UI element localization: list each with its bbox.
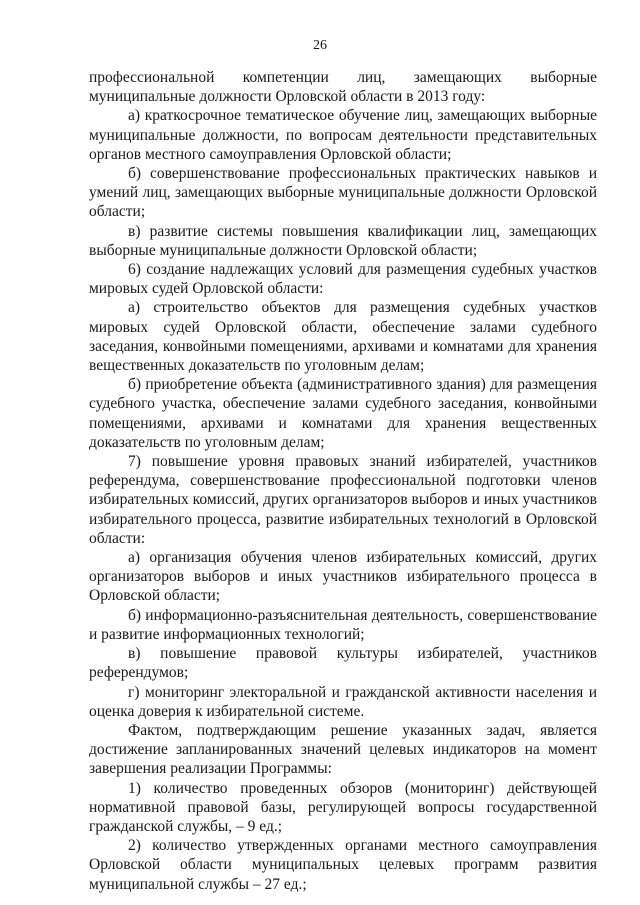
page-number: 26 (313, 38, 327, 53)
paragraph-item-a-commission-training: а) организация обучения членов избирательных комиссий, других организаторов выборов и иных участников избирательного процесса в Орловской области; (89, 549, 597, 605)
paragraph-indicator-2: 2) количество утвержденных органами местного самоуправления Орловской области муниципальных целевых программ развития муниципальной службы – 27 ед.; (89, 837, 597, 893)
document-body (89, 68, 597, 894)
paragraph-item-v-legal-culture: в) повышение правовой культуры избирателей, участников референдумов; (89, 645, 597, 682)
paragraph-item-a-construction: а) строительство объектов для размещения судебных участков мировых судей Орловской области, обеспечение залами судебного заседания, конвойными помещениями, архивами и комнатами для хранения вещественных доказательств по уголовным делам; (89, 299, 597, 375)
paragraph-task-6-court-sites: 6) создание надлежащих условий для размещения судебных участков мировых судей Орловской области: (89, 261, 597, 298)
paragraph-item-b-skills-improvement: б) совершенствование профессиональных практических навыков и умений лиц, замещающих выборные муниципальные должности Орловской области; (89, 165, 597, 221)
paragraph-item-a-short-term-training: а) краткосрочное тематическое обучение лиц, замещающих выборные муниципальные должности, по вопросам деятельности представительных органов местного самоуправления Орловской области; (89, 107, 597, 163)
paragraph-indicators-intro: Фактом, подтверждающим решение указанных задач, является достижение запланированных значений целевых индикаторов на момент завершения реализации Программы: (89, 721, 597, 778)
paragraph-item-v-qualification-system: в) развитие системы повышения квалификации лиц, замещающих выборные муниципальные должности Орловской области; (89, 222, 597, 259)
paragraph-intro-continuation: профессиональной компетенции лиц, замещающих выборные муниципальные должности Орловской области в 2013 году: (89, 69, 597, 106)
paragraph-item-b-information-activity: б) информационно-разъяснительная деятельность, совершенствование и развитие информационных технологий; (89, 606, 597, 643)
paragraph-indicator-1: 1) количество проведенных обзоров (мониторинг) действующей нормативной правовой базы, регулирующей вопросы государственной гражданской службы, – 9 ед.; (89, 779, 597, 835)
paragraph-task-7-legal-knowledge: 7) повышение уровня правовых знаний избирателей, участников референдума, совершенствование профессиональной подготовки членов избирательных комиссий, других организаторов выборов и иных участников избирательного процесса, развитие избирательных технологий в Орловской области: (89, 453, 597, 547)
paragraph-item-b-acquisition: б) приобретение объекта (административного здания) для размещения судебного участка, обеспечение залами судебного заседания, конвойными помещениями, архивами и комнатами для хранения вещественных доказательств по уголовным делам; (89, 376, 597, 451)
paragraph-item-g-monitoring: г) мониторинг электоральной и гражданской активности населения и оценка доверия к избирательной системе. (89, 683, 597, 720)
